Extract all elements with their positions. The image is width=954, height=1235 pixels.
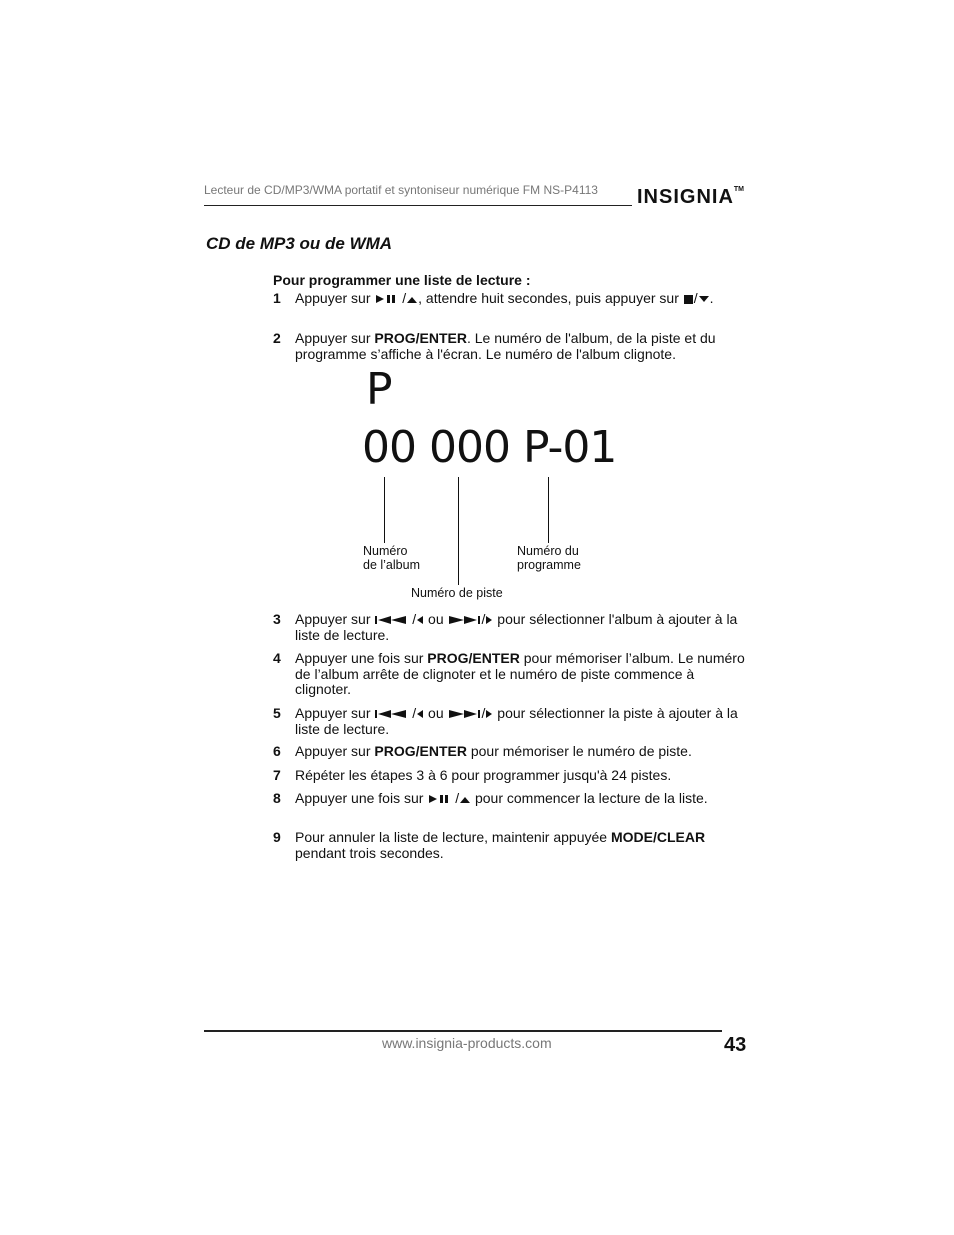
down-arrow-icon <box>698 294 710 304</box>
step-number: 4 <box>273 650 281 666</box>
skip-forward-icon <box>448 615 482 625</box>
step-number: 2 <box>273 330 281 346</box>
step-number: 5 <box>273 705 281 721</box>
step-number: 8 <box>273 790 281 806</box>
header-rule <box>204 205 632 206</box>
step-4: 4 Appuyer une fois sur PROG/ENTER pour mémoriser l’album. Le numéro de l’album arrête de clignoter et le numéro de piste commence à clignoter. <box>273 650 745 697</box>
step-number: 9 <box>273 829 281 845</box>
procedure-heading: Pour programmer une liste de lecture : <box>273 272 531 288</box>
callout-line-program <box>548 477 549 543</box>
left-arrow-icon <box>416 709 424 719</box>
logo-tm: TM <box>733 186 745 193</box>
callout-album: Numéro de l’album <box>363 544 420 572</box>
step-1: 1 Appuyer sur / , attendre huit secondes, puis appuyer sur / . <box>273 290 714 306</box>
up-arrow-icon <box>459 794 471 804</box>
step-3: 3 Appuyer sur / ou / pour sélectionner l'album à ajouter à la liste de lecture. <box>273 611 738 643</box>
prog-enter-label: PROG/ENTER <box>427 650 520 666</box>
right-arrow-icon <box>485 615 493 625</box>
step-number: 3 <box>273 611 281 627</box>
play-pause-icon <box>427 794 451 804</box>
callout-line-album <box>384 477 385 543</box>
callout-line-track <box>458 477 459 585</box>
step-6: 6 Appuyer sur PROG/ENTER pour mémoriser le numéro de piste. <box>273 743 692 759</box>
footer-rule <box>204 1030 722 1032</box>
step-number: 1 <box>273 290 281 306</box>
up-arrow-icon <box>406 294 418 304</box>
section-title: CD de MP3 ou de WMA <box>206 234 393 253</box>
callout-program: Numéro du programme <box>517 544 581 572</box>
left-arrow-icon <box>416 615 424 625</box>
callout-track: Numéro de piste <box>411 586 503 600</box>
insignia-logo <box>637 186 744 209</box>
step-2: 2 Appuyer sur PROG/ENTER. Le numéro de l'album, de la piste et du programme s’affiche à l'écran. Le numéro de l'album clignote. <box>273 330 716 362</box>
skip-forward-icon <box>448 709 482 719</box>
right-arrow-icon <box>485 709 493 719</box>
stop-icon <box>683 294 694 304</box>
step-7: 7 Répéter les étapes 3 à 6 pour programmer jusqu'à 24 pistes. <box>273 767 672 783</box>
running-header: Lecteur de CD/MP3/WMA portatif et syntoniseur numérique FM NS-P4113 <box>204 183 598 197</box>
skip-back-icon <box>374 615 408 625</box>
mode-clear-label: MODE/CLEAR <box>610 829 706 845</box>
prog-enter-label: PROG/ENTER <box>374 330 467 346</box>
footer-url: www.insignia-products.com <box>382 1035 552 1051</box>
step-9: 9 Pour annuler la liste de lecture, maintenir appuyée MODE/CLEAR pendant trois secondes. <box>273 829 706 861</box>
step-number: 7 <box>273 767 281 783</box>
logo-text: INSIGNIA <box>637 186 734 208</box>
step-8: 8 Appuyer une fois sur / pour commencer la lecture de la liste. <box>273 790 708 806</box>
display-readout: 00 000 P-01 <box>362 422 617 473</box>
play-pause-icon <box>374 294 398 304</box>
display-program-indicator: P <box>366 364 393 415</box>
skip-back-icon <box>374 709 408 719</box>
step-number: 6 <box>273 743 281 759</box>
step-5: 5 Appuyer sur / ou / pour sélectionner la piste à ajouter à la liste de lecture. <box>273 705 738 737</box>
page-number: 43 <box>724 1034 747 1056</box>
prog-enter-label: PROG/ENTER <box>374 743 467 759</box>
